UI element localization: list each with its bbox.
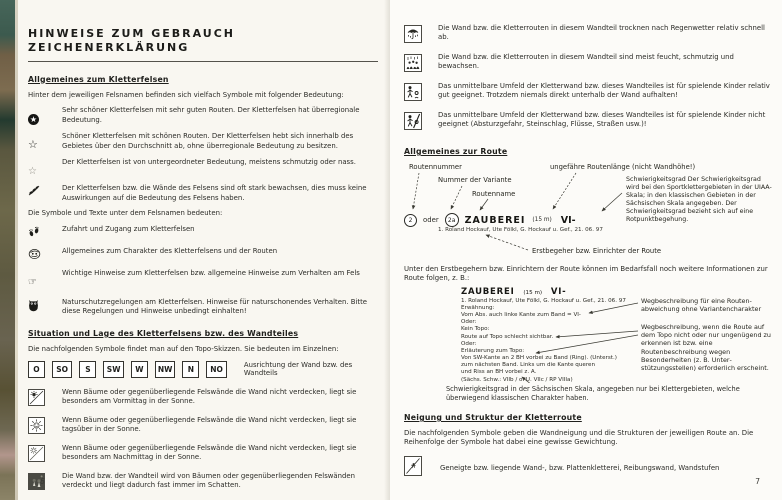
legend-item: [404, 456, 772, 480]
legend-item-text: Allgemeines zum Charakter des Kletterfelsens und der Routen: [62, 246, 278, 255]
orientation-row: [28, 361, 378, 378]
example2-line: (Sächs. Schw.: VIIb / o. U. VIIc / RP VIIIa): [461, 376, 573, 383]
route-annotation-diagram: [404, 163, 772, 263]
label-schwierigkeitsgrad: Schwierigkeitsgrad Der Schwierigkeitsgrad wird bei den Sportklettergebieten in der UIAA-Skala; in den klassischen Gebieten in der Sächsischen Skala angegeben. Der Schwierigkeitsgrad bezieht sich auf eine Rotpunktbegehung.: [626, 176, 772, 224]
label-variante: Nummer der Variante: [438, 176, 512, 184]
page-left: [18, 0, 390, 500]
label-erstbegeher: Erstbegeher bzw. Einrichter der Route: [532, 247, 662, 255]
pointing-hand-icon: ☞: [28, 276, 37, 288]
legend-item: [28, 416, 378, 438]
sun-afternoon-icon: [28, 445, 45, 462]
legend-item: [28, 298, 378, 316]
orientation-box: SW: [103, 361, 124, 378]
page-right: [390, 0, 782, 500]
legend-item: [404, 53, 772, 76]
legend-item-text: Sehr schöner Kletterfelsen mit sehr guten Routen. Der Kletterfelsen hat überregionale Bedeutung.: [62, 106, 360, 124]
sun-morning-icon: [28, 389, 45, 406]
route-number-circle: 2: [404, 214, 417, 227]
oder-text: oder: [423, 216, 439, 224]
legend-item-text: Das unmittelbare Umfeld der Kletterwand bzw. dieses Wandteiles ist für spielende Kinder relativ gut geeignet. Trotzdem niemals direkt unterhalb der Wand aufhalten!: [438, 82, 770, 100]
legend-item-text: Das unmittelbare Umfeld der Kletterwand bzw. dieses Wandteiles ist für spielende Kinder nicht geeignet (Absturzgefahr, Steinschlag, Flüsse, Straßen usw.)!: [438, 111, 766, 129]
label-routenlaenge: ungefähre Routenlänge (nicht Wandhöhe!): [550, 163, 696, 171]
page-title-line2: ZEICHENERKLÄRUNG: [28, 40, 190, 54]
intro-felsen: Hinter dem jeweiligen Felsnamen befinden sich vielfach Symbole mit folgender Bedeutung:: [28, 90, 344, 99]
legend-item-text: Zufahrt und Zugang zum Kletterfelsen: [62, 224, 195, 233]
example2-line: Erwähnung:: [461, 304, 495, 311]
legend-item: [28, 269, 378, 289]
annotation-abweichung: Wegbeschreibung für eine Routenabweichung ohne Variantencharakter: [641, 296, 762, 314]
example2-first-ascent: 1. Roland Hockauf, Ute Fölkl, G. Hockauf u. Gef., 21. 06. 97: [461, 297, 626, 304]
legend-item: [404, 82, 772, 105]
page-number-left: 6: [40, 477, 45, 486]
orientation-box: N: [182, 361, 199, 378]
legend-item: [28, 472, 378, 494]
legend-item: [28, 158, 378, 178]
legend-item-text: Schöner Kletterfelsen mit schönen Routen. Der Kletterfelsen hebt sich innerhalb des Gebietes über den Durchschnitt ab, ohne überregionale Bedeutung zu besitzen.: [62, 132, 354, 150]
book-edge-photo-strip: [0, 0, 18, 500]
legend-item: [28, 225, 378, 238]
route-length: (15 m): [532, 217, 552, 223]
example2-line: und Riss an BH vorbei z. A.: [461, 369, 537, 376]
slab-icon: [404, 456, 422, 476]
orientation-label: Ausrichtung der Wand bzw. des Wandteils: [243, 361, 353, 378]
character-icon: [28, 247, 62, 260]
legend-item-text: Wichtige Hinweise zum Kletterfelsen bzw. allgemeine Hinweise zum Verhalten am Fels: [62, 268, 360, 277]
owl-icon: [28, 298, 62, 312]
heading-neigung-struktur: Neigung und Struktur der Kletterroute: [404, 413, 582, 423]
route-example-row: [404, 213, 576, 227]
annotation-saechsische-skala: Schwierigkeitsgrad in der Sächsischen Skala, angegeben nur bei Klettergebieten, welche überwiegend klassischen Charakter haben.: [446, 384, 740, 402]
heading-allgemeines-kletterfelsen: Allgemeines zum Kletterfelsen: [28, 74, 169, 84]
orientation-box: SO: [52, 361, 73, 378]
star-outline-icon: ☆: [28, 138, 38, 152]
legend-item-text: Wenn Bäume oder gegenüberliegende Felswände die Wand nicht verdecken, liegt sie tagsüber in der Sonne.: [62, 415, 357, 433]
legend-item: [404, 111, 772, 134]
label-routennummer: Routennummer: [409, 163, 462, 171]
legend-item: [28, 132, 378, 152]
label-routenname: Routenname: [472, 190, 516, 198]
page-title-line1: HINWEISE ZUM GEBRAUCH: [28, 27, 235, 40]
annotation-beschreibung: Wegbeschreibung, wenn die Route auf dem Topo nicht oder nur ungenügend zu erkennen ist bzw. eine Routenbeschreibung wegen Besonderheiten (z. B. Unterstützungsstellen) erforderlich erscheint.: [641, 322, 771, 372]
orientation-box: NW: [155, 361, 176, 378]
title-rule: [28, 61, 378, 62]
legend-item: [28, 247, 378, 260]
sun-day-icon: [28, 417, 45, 434]
example2-line: Erläuterung zum Topo:: [461, 347, 525, 354]
example2-line: Vom Abs. auch linke Kante zum Band = VI-: [461, 312, 581, 319]
legend-item-text: Geneigte bzw. liegende Wand-, bzw. Plattenkletterei, Reibungswand, Wandstufen: [440, 464, 720, 472]
legend-item-text: Der Kletterfelsen ist von untergeordneter Bedeutung, meistens schmutzig oder nass.: [62, 158, 356, 167]
first-ascent-line: 1. Roland Hockauf, Ute Fölkl, G. Hockauf u. Gef., 21. 06. 97: [438, 227, 603, 233]
legend-item-text: Die Wand bzw. die Kletterrouten in diesem Wandteil sind meist feucht, schmutzig und bewachsen.: [438, 53, 734, 71]
heading-situation-lage: Situation und Lage des Kletterfelsens bzw. des Wandteiles: [28, 328, 299, 338]
more-info-intro: Unter den Erstbegehern bzw. Einrichtern der Route können im Bedarfsfall noch weitere Informationen zur Route folgen, z. B.:: [404, 265, 768, 282]
children-no-icon: [404, 112, 422, 130]
orientation-box: NO: [206, 361, 227, 378]
intro-lage: Die nachfolgenden Symbole findet man auf den Topo-Skizzen. Sie bedeuten im Einzelnen:: [28, 344, 339, 353]
orientation-box: S: [79, 361, 96, 378]
heading-allgemeines-route: Allgemeines zur Route: [404, 147, 508, 156]
example2-line: Oder:: [461, 319, 477, 326]
example2-line: Von SW-Kante an 2 BH vorbei zu Band (Ring). (Unterst.): [461, 355, 617, 362]
legend-item-text: Wenn Bäume oder gegenüberliegende Felswände die Wand nicht verdecken, liegt sie besonders am Vormittag in der Sonne.: [62, 387, 357, 405]
legend-item-text: Wenn Bäume oder gegenüberliegende Felswände die Wand nicht verdecken, liegt sie besonders am Nachmittag in der Sonne.: [62, 443, 357, 461]
example2-line: zum nächsten Band. Links um die Kante queren: [461, 362, 595, 369]
plant-icon: [28, 184, 62, 196]
legend-item: [28, 388, 378, 410]
example2-name: ZAUBEREI: [461, 286, 515, 297]
umbrella-icon: [404, 25, 422, 43]
page-number-right: 7: [755, 477, 760, 486]
legend-item: [28, 184, 378, 202]
example2-length: (15 m): [523, 289, 543, 296]
example2-line: Oder:: [461, 340, 477, 347]
note-symbols-under-name: Die Symbole und Texte unter dem Felsnamen bedeuten:: [28, 208, 223, 217]
orientation-box: W: [131, 361, 148, 378]
route-name: ZAUBEREI: [464, 214, 526, 226]
orientation-box: O: [28, 361, 45, 378]
legend-item-text: Naturschutzregelungen am Kletterfelsen. Hinweise für naturschonendes Verhalten. Bitte diese Regelungen und Hinweise unbedingt einhalten!: [62, 297, 368, 315]
example2-line: Kein Topo:: [461, 326, 490, 333]
example2-block: [461, 287, 626, 384]
star-circle-icon: ★: [29, 115, 38, 125]
example2-line: Route auf Topo schlecht sichtbar.: [461, 333, 554, 340]
legend-item-text: Der Kletterfelsen bzw. die Wände des Felsens sind oft stark bewachsen, dies muss keine Auswirkungen auf die Bedeutung des Felsens haben.: [62, 184, 367, 202]
variant-number-circle: 2a: [445, 213, 459, 227]
children-ok-icon: [404, 83, 422, 101]
footprints-icon: [28, 225, 62, 238]
legend-item: [404, 24, 772, 47]
star-dotted-icon: ☆: [28, 166, 37, 178]
legend-item: [28, 106, 378, 126]
route-grade: VI-: [560, 214, 576, 226]
legend-item-text: Die Wand bzw. die Kletterrouten in diesem Wandteil trocknen nach Regenwetter relativ schnell ab.: [438, 24, 765, 42]
legend-item: [28, 444, 378, 466]
legend-item-text: Die Wand bzw. der Wandteil wird von Bäumen oder gegenüberliegenden Felswänden verdeckt und liegt dadurch fast immer im Schatten.: [62, 471, 356, 489]
route-example-detail: [404, 287, 772, 383]
wet-wall-icon: [404, 54, 422, 72]
intro-neigung: Die nachfolgenden Symbole geben die Wandneigung und die Strukturen der jeweiligen Route an. Die Reihenfolge der Symbole hat dabei eine gewisse Gewichtung.: [404, 429, 754, 447]
example2-grade: VI-: [550, 286, 567, 297]
example2-header: [461, 287, 626, 298]
